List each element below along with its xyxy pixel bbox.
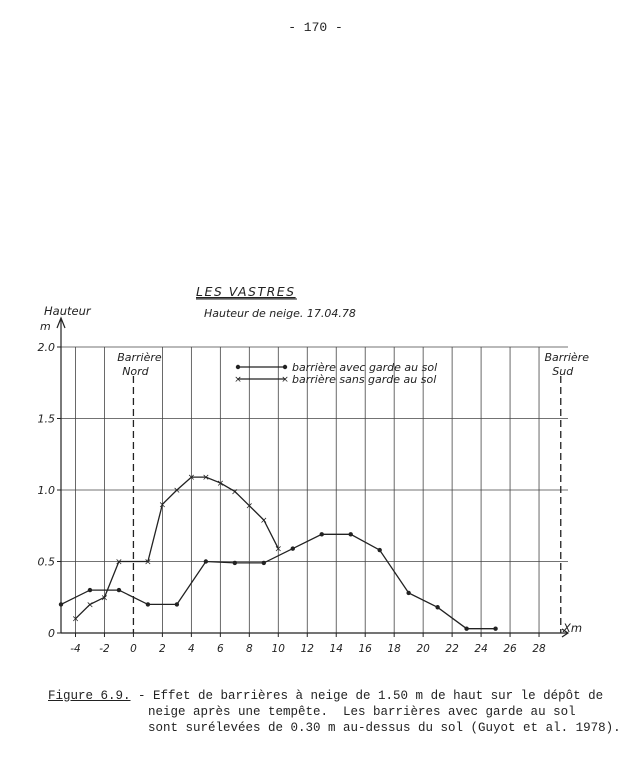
x-tick-label: 24 (474, 643, 488, 655)
y-tick-label: 0.5 (37, 555, 55, 569)
chart-subtitle: Hauteur de neige. 17.04.78 (204, 307, 356, 320)
data-point-dot (291, 546, 295, 550)
caption-text-1: - Effet de barrières à neige de 1.50 m de haut sur le dépôt de (130, 689, 604, 703)
data-point-dot (406, 591, 410, 595)
data-point-x: × (100, 593, 109, 604)
barrier-label-line2: Sud (552, 365, 574, 378)
data-point-dot (88, 588, 92, 592)
y-tick-label: 1.0 (37, 484, 55, 497)
grid (61, 347, 568, 633)
data-point-dot (204, 559, 208, 563)
x-tick-label: 6 (216, 643, 224, 655)
data-point-x: × (187, 473, 196, 484)
data-point-x: × (144, 557, 152, 568)
y-tick-label: 2.0 (37, 341, 55, 354)
x-tick-label: 14 (329, 643, 343, 655)
x-tick-label: 20 (416, 643, 430, 655)
legend-marker-x: × (281, 375, 289, 385)
data-point-dot (320, 532, 324, 536)
y-axis-unit: m (40, 320, 51, 333)
data-point-x: × (158, 500, 167, 511)
data-point-dot (349, 532, 353, 536)
data-point-dot (233, 561, 237, 565)
x-tick-label: 12 (300, 643, 314, 655)
data-point-x: × (173, 486, 181, 496)
x-tick-label: 8 (245, 643, 253, 655)
legend-marker-dot (236, 365, 240, 369)
data-point-dot (493, 627, 497, 631)
x-tick-label: 22 (445, 643, 459, 655)
legend-marker-x: × (234, 375, 242, 385)
x-tick-label: 16 (358, 643, 372, 655)
chart-title: LES VASTRES (196, 284, 296, 299)
x-tick-label: 2 (159, 643, 166, 655)
data-point-x: × (71, 614, 80, 625)
y-tick-label: 0 (48, 627, 55, 640)
legend-label-sans: barrière sans garde au sol (292, 373, 437, 386)
x-tick-label: 0 (130, 643, 137, 655)
barrier-label-line1: Barrière (544, 351, 589, 364)
data-point-x: × (86, 600, 94, 611)
x-tick-label: -2 (99, 643, 110, 655)
x-tick-label: 18 (387, 643, 401, 655)
data-point-x: × (245, 501, 254, 512)
x-axis-label: Xm (563, 621, 583, 635)
data-point-dot (464, 627, 468, 631)
data-point-x: × (216, 478, 225, 489)
y-axis-label: Hauteur (44, 304, 91, 318)
data-point-dot (377, 548, 381, 552)
data-point-dot (117, 588, 121, 592)
caption-line-3: sont surélevées de 0.30 m au-dessus du sol (Guyot et al. 1978). (148, 721, 621, 735)
data-point-x: × (274, 544, 283, 555)
caption-figure-label: Figure 6.9. (48, 689, 131, 703)
legend (234, 361, 437, 386)
data-point-dot (262, 561, 266, 565)
barrier-label-line2: Nord (122, 365, 149, 378)
figure-caption (48, 688, 621, 736)
x-tick-label: 4 (188, 643, 195, 655)
data-point-dot (435, 605, 439, 609)
data-point-x: × (115, 557, 123, 568)
y-tick-label: 1.5 (37, 412, 55, 426)
data-point-x: × (231, 487, 239, 498)
page-number: - 170 - (288, 20, 343, 35)
legend-label-avec: barrière avec garde au sol (292, 361, 438, 374)
data-point-dot (175, 602, 179, 606)
legend-marker-dot (283, 365, 287, 369)
x-tick-label: -4 (70, 643, 81, 655)
data-point-x: × (202, 473, 210, 484)
caption-line-2: neige après une tempête. Les barrières avec garde au sol (148, 705, 576, 719)
barriers (117, 351, 589, 633)
caption-line-1 (48, 688, 608, 704)
barrier-label-line1: Barrière (117, 351, 162, 364)
x-tick-label: 28 (532, 643, 546, 655)
tick-labels (38, 341, 547, 655)
data-point-dot (146, 602, 150, 606)
data-point-x: × (260, 516, 268, 527)
data-point-dot (59, 602, 63, 606)
x-tick-label: 26 (503, 643, 517, 655)
x-tick-label: 10 (271, 643, 285, 655)
